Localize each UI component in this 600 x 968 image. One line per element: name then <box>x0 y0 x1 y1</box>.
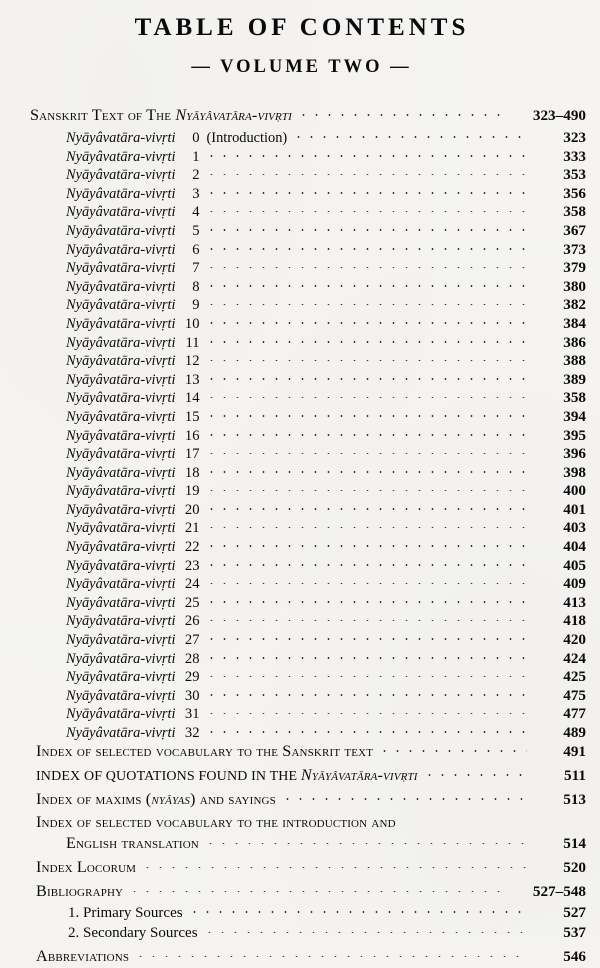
toc-entry-verse[interactable] <box>30 424 586 443</box>
verse-number: 12 <box>184 353 200 370</box>
verse-title: Nyāyâvatāra-vivṛti <box>66 576 176 593</box>
verse-number: 19 <box>184 483 200 500</box>
verse-title: Nyāyâvatāra-vivṛti <box>66 241 176 258</box>
toc-entry-page: 389 <box>563 370 586 388</box>
dot-leader <box>203 921 527 937</box>
bibliography-secondary-text: 2. Secondary Sources <box>68 925 198 942</box>
toc-entry-page: 401 <box>563 500 586 518</box>
toc-entry-page: 382 <box>563 296 586 314</box>
toc-entry-label <box>30 389 200 408</box>
toc-entry-page: 398 <box>563 463 586 481</box>
toc-entry-verse[interactable] <box>30 386 586 405</box>
verse-title: Nyāyâvatāra-vivṛti <box>66 669 176 686</box>
toc-entry-label <box>30 946 129 968</box>
toc-entry-verse[interactable] <box>30 331 586 350</box>
dot-leader <box>205 293 528 309</box>
verse-title: Nyāyâvatāra-vivṛti <box>66 446 176 463</box>
toc-entry-verse[interactable] <box>30 126 586 145</box>
toc-entry-label <box>30 687 200 706</box>
page-title: TABLE OF CONTENTS <box>134 14 470 41</box>
verse-number: 20 <box>184 501 200 518</box>
verse-number: 13 <box>184 371 200 388</box>
toc-entry-verse[interactable] <box>30 665 586 684</box>
dot-leader <box>423 764 527 780</box>
verse-title: Nyāyâvatāra-vivṛti <box>66 148 176 165</box>
index-quotations-prefix: INDEX OF QUOTATIONS FOUND IN THE <box>36 768 301 784</box>
verse-title: Nyāyâvatāra-vivṛti <box>66 427 176 444</box>
verse-number: 14 <box>184 390 200 407</box>
toc-entry-label <box>30 105 292 127</box>
index-vocab-sanskrit-text: Index of selected vocabulary to the Sanskrit text <box>36 741 374 760</box>
toc-entry-page: 358 <box>563 203 586 221</box>
dot-leader <box>205 535 528 551</box>
verse-title: Nyāyâvatāra-vivṛti <box>66 501 176 518</box>
toc-entry-label <box>30 427 200 446</box>
index-maxims-italic-term: nyāya <box>151 789 185 808</box>
verse-number: 22 <box>184 539 200 556</box>
toc-entry-label <box>30 241 200 260</box>
dot-leader <box>205 665 528 681</box>
toc-entry-page: 520 <box>563 859 586 877</box>
verse-number: 17 <box>184 446 200 463</box>
dot-leader <box>205 368 528 384</box>
toc-entry-label <box>30 185 200 204</box>
toc-entry-page: 379 <box>563 259 586 277</box>
toc-entry-label <box>30 519 200 538</box>
toc-entry-label <box>30 371 200 390</box>
dot-leader <box>205 721 528 737</box>
toc-entry-label <box>30 741 373 763</box>
toc-entry-verse[interactable] <box>30 368 586 387</box>
verse-title: Nyāyâvatāra-vivṛti <box>66 297 176 314</box>
dot-leader <box>205 647 528 663</box>
toc-entry-label <box>30 222 200 241</box>
toc-entry-page: 475 <box>563 686 586 704</box>
toc-entry-page: 405 <box>563 556 586 574</box>
toc-entry-index-vocab-intro-line2[interactable] <box>30 832 586 853</box>
toc-entry-page: 537 <box>563 924 586 942</box>
verse-title: Nyāyâvatāra-vivṛti <box>66 353 176 370</box>
index-maxims-italic-suffix: s <box>184 789 190 808</box>
verse-title: Nyāyâvatāra-vivṛti <box>66 371 176 388</box>
toc-entry-label <box>30 575 200 594</box>
bibliography-primary-text: 1. Primary Sources <box>68 904 183 921</box>
verse-number: 21 <box>184 520 200 537</box>
verse-title: Nyāyâvatāra-vivṛti <box>66 315 176 332</box>
toc-entry-page: 418 <box>563 612 586 630</box>
verse-number: 24 <box>184 576 200 593</box>
verse-title: Nyāyâvatāra-vivṛti <box>66 167 176 184</box>
dot-leader <box>205 684 528 700</box>
toc-entry-sanskrit-text[interactable] <box>30 104 586 125</box>
dot-leader <box>205 238 528 254</box>
verse-number: 3 <box>192 185 200 202</box>
toc-entry-verse[interactable] <box>30 200 586 219</box>
verse-title: Nyāyâvatāra-vivṛti <box>66 687 176 704</box>
verse-number: 27 <box>184 632 200 649</box>
verse-title: Nyāyâvatāra-vivṛti <box>66 725 176 742</box>
dot-leader <box>205 275 528 291</box>
verse-title: Nyāyâvatāra-vivṛti <box>66 464 176 481</box>
toc-entry-verse[interactable] <box>30 145 586 164</box>
dot-leader <box>205 461 528 477</box>
dot-leader <box>205 479 528 495</box>
dot-leader <box>205 163 528 179</box>
verse-number: 26 <box>184 613 200 630</box>
toc-entry-page: 373 <box>563 240 586 258</box>
toc-entry-verse[interactable] <box>30 498 586 517</box>
dot-leader <box>205 182 528 198</box>
toc-entry-label <box>30 903 183 924</box>
toc-entry-verse[interactable] <box>30 609 586 628</box>
toc-entry-index-maxims[interactable] <box>30 788 586 809</box>
index-quotations-work-title: Nyāyâvatāra-vivṛti <box>300 765 418 784</box>
dot-leader <box>205 702 528 718</box>
dot-leader <box>205 498 528 514</box>
toc-entry-page: 527 <box>563 903 586 921</box>
dot-leader <box>205 219 528 235</box>
toc-entry-label <box>30 668 200 687</box>
dot-leader <box>205 442 528 458</box>
verse-number: 11 <box>185 334 200 351</box>
toc-entry-page: 425 <box>563 668 586 686</box>
toc-entry-page: 546 <box>563 948 586 966</box>
dot-leader <box>141 856 527 872</box>
toc-entry-bibliography-secondary[interactable] <box>30 921 586 942</box>
toc-entry-page: 384 <box>563 314 586 332</box>
toc-entry-verse[interactable] <box>30 516 586 535</box>
verse-number: 6 <box>192 241 200 258</box>
verse-number: 23 <box>184 557 200 574</box>
toc-entry-verse[interactable] <box>30 442 586 461</box>
toc-entry-page: 400 <box>563 482 586 500</box>
toc-entry-verse[interactable] <box>30 628 586 647</box>
toc-entry-verse[interactable] <box>30 312 586 331</box>
dot-leader <box>205 572 528 588</box>
verse-title: Nyāyâvatāra-vivṛti <box>66 483 176 500</box>
toc-entry-page: 394 <box>563 407 586 425</box>
dot-leader <box>297 104 507 120</box>
toc-entry-page: 409 <box>563 575 586 593</box>
dot-leader <box>205 516 528 532</box>
verse-title: Nyāyâvatāra-vivṛti <box>66 222 176 239</box>
toc-entry-page: 403 <box>563 519 586 537</box>
volume-subtitle: — VOLUME TWO — <box>191 56 412 77</box>
dot-leader <box>205 312 528 328</box>
toc-entry-page: 513 <box>563 790 586 808</box>
dot-leader <box>292 126 527 142</box>
verse-title: Nyāyâvatāra-vivṛti <box>66 260 176 277</box>
verse-number: 4 <box>192 204 200 221</box>
dot-leader <box>378 740 527 756</box>
verse-title: Nyāyâvatāra-vivṛti <box>66 613 176 630</box>
toc-entry-page: 323–490 <box>532 107 586 125</box>
dot-leader <box>128 880 507 896</box>
toc-entry-label <box>30 705 200 724</box>
index-maxims-prefix: Index of maxims ( <box>36 789 152 808</box>
toc-entry-verse[interactable] <box>30 405 586 424</box>
toc-entry-label <box>30 765 418 788</box>
toc-entry-label <box>30 334 200 353</box>
toc-entry-page: 367 <box>563 221 586 239</box>
sanskrit-text-prefix: Sanskrit Text of The <box>30 106 176 125</box>
verse-title: Nyāyâvatāra-vivṛti <box>66 557 176 574</box>
toc-entry-index-locorum[interactable] <box>30 856 586 877</box>
toc-entry-verse[interactable] <box>30 461 586 480</box>
toc-entry-verse[interactable] <box>30 721 586 740</box>
toc-entry-bibliography-primary[interactable] <box>30 901 586 922</box>
toc-entry-index-vocab-sanskrit[interactable] <box>30 740 586 761</box>
toc-entry-page: 323 <box>563 129 586 147</box>
toc-entry-label <box>30 259 200 278</box>
index-maxims-suffix: ) and sayings <box>189 789 276 808</box>
index-vocab-intro-line1: Index of selected vocabulary to the introduction and <box>36 812 396 831</box>
verse-number: 1 <box>192 148 200 165</box>
toc-entry-verse[interactable] <box>30 535 586 554</box>
toc-entry-verse[interactable] <box>30 572 586 591</box>
dot-leader <box>205 628 528 644</box>
toc-entry-page: 413 <box>563 593 586 611</box>
toc-entry-label <box>30 408 200 427</box>
toc-entry-label <box>30 352 200 371</box>
toc-entry-page: 511 <box>564 766 586 784</box>
toc-entry-verse[interactable] <box>30 479 586 498</box>
verse-number: 9 <box>192 297 200 314</box>
toc-entry-page: 395 <box>563 426 586 444</box>
toc-entry-verse[interactable] <box>30 591 586 610</box>
toc-entry-page: 527–548 <box>532 883 586 901</box>
toc-entry-label <box>30 148 200 167</box>
dot-leader <box>134 945 527 961</box>
dot-leader <box>205 331 528 347</box>
toc-entry-index-quotations[interactable] <box>30 764 586 785</box>
verse-note: (Introduction) <box>206 130 288 147</box>
verse-title: Nyāyâvatāra-vivṛti <box>66 390 176 407</box>
sanskrit-text-work-title: Nyāyâvatāra-vivṛti <box>175 106 292 125</box>
toc-entry-verse[interactable] <box>30 702 586 721</box>
verse-number: 8 <box>192 278 200 295</box>
dot-leader <box>205 349 528 365</box>
toc-list <box>0 78 600 966</box>
toc-entry-label <box>30 445 200 464</box>
verse-number: 0 <box>192 130 200 147</box>
toc-entry-verse[interactable] <box>30 647 586 666</box>
toc-entry-label <box>30 166 200 185</box>
verse-number: 32 <box>184 725 200 742</box>
verse-title: Nyāyâvatāra-vivṛti <box>66 650 176 667</box>
verse-number: 31 <box>184 706 200 723</box>
verse-title: Nyāyâvatāra-vivṛti <box>66 130 176 147</box>
toc-entry-page: 514 <box>563 835 586 853</box>
verse-title: Nyāyâvatāra-vivṛti <box>66 334 176 351</box>
toc-entry-label <box>30 594 200 613</box>
dot-leader <box>205 200 528 216</box>
dot-leader <box>205 386 528 402</box>
toc-entry-page: 356 <box>563 184 586 202</box>
verse-title: Nyāyâvatāra-vivṛti <box>66 632 176 649</box>
toc-entry-abbreviations[interactable] <box>30 945 586 966</box>
verse-list <box>30 126 586 740</box>
toc-entry-label <box>30 650 200 669</box>
toc-entry-page: 388 <box>563 352 586 370</box>
toc-entry-verse[interactable] <box>30 275 586 294</box>
toc-entry-label <box>30 501 200 520</box>
toc-entry-page: 424 <box>563 649 586 667</box>
dot-leader <box>204 832 527 848</box>
verse-number: 10 <box>184 315 200 332</box>
toc-entry-verse[interactable] <box>30 163 586 182</box>
dot-leader <box>281 788 527 804</box>
toc-entry-label <box>30 278 200 297</box>
verse-number: 7 <box>192 260 200 277</box>
dot-leader <box>205 591 528 607</box>
toc-entry-label <box>30 923 198 944</box>
toc-entry-verse[interactable] <box>30 293 586 312</box>
toc-entry-label <box>30 482 200 501</box>
toc-entry-label <box>30 612 200 631</box>
verse-title: Nyāyâvatāra-vivṛti <box>66 408 176 425</box>
toc-entry-verse[interactable] <box>30 238 586 257</box>
toc-entry-label <box>30 315 200 334</box>
toc-entry-label <box>30 631 200 650</box>
toc-entry-page: 477 <box>563 705 586 723</box>
toc-entry-label <box>30 789 276 811</box>
toc-entry-verse[interactable] <box>30 256 586 275</box>
dot-leader <box>188 901 527 917</box>
verse-number: 28 <box>184 650 200 667</box>
toc-entry-page: 491 <box>563 742 586 760</box>
toc-entry-label <box>30 538 200 557</box>
dot-leader <box>205 405 528 421</box>
dot-leader <box>205 145 528 161</box>
toc-entry-verse[interactable] <box>30 554 586 573</box>
dot-leader <box>205 554 528 570</box>
toc-entry-page: 380 <box>563 277 586 295</box>
toc-entry-page: 396 <box>563 445 586 463</box>
toc-entry-page: 386 <box>563 333 586 351</box>
toc-entry-label <box>30 464 200 483</box>
toc-entry-page: 404 <box>563 538 586 556</box>
verse-number: 30 <box>184 687 200 704</box>
verse-title: Nyāyâvatāra-vivṛti <box>66 185 176 202</box>
verse-title: Nyāyâvatāra-vivṛti <box>66 706 176 723</box>
verse-number: 16 <box>184 427 200 444</box>
verse-number: 29 <box>184 669 200 686</box>
verse-number: 2 <box>192 167 200 184</box>
toc-entry-verse[interactable] <box>30 349 586 368</box>
dot-leader <box>205 256 528 272</box>
abbreviations-text: Abbreviations <box>36 947 130 966</box>
toc-entry-label <box>30 881 123 903</box>
verse-number: 5 <box>192 222 200 239</box>
verse-title: Nyāyâvatāra-vivṛti <box>66 539 176 556</box>
toc-entry-verse[interactable] <box>30 219 586 238</box>
toc-entry-page: 420 <box>563 631 586 649</box>
toc-entry-label <box>30 857 136 879</box>
verse-title: Nyāyâvatāra-vivṛti <box>66 278 176 295</box>
index-vocab-intro-line2: English translation <box>66 834 199 853</box>
toc-entry-page: 333 <box>563 147 586 165</box>
verse-title: Nyāyâvatāra-vivṛti <box>66 594 176 611</box>
toc-entry-bibliography[interactable] <box>30 880 586 901</box>
verse-number: 15 <box>184 408 200 425</box>
dot-leader <box>205 609 528 625</box>
verse-title: Nyāyâvatāra-vivṛti <box>66 204 176 221</box>
bibliography-text: Bibliography <box>36 882 124 901</box>
toc-entry-page: 358 <box>563 389 586 407</box>
verse-title: Nyāyâvatāra-vivṛti <box>66 520 176 537</box>
toc-entry-label <box>30 812 396 834</box>
index-locorum-text: Index Locorum <box>36 858 137 877</box>
toc-entry-label <box>30 296 200 315</box>
verse-number: 18 <box>184 464 200 481</box>
toc-entry-label <box>30 833 199 855</box>
dot-leader <box>205 424 528 440</box>
toc-entry-verse[interactable] <box>30 182 586 201</box>
toc-entry-verse[interactable] <box>30 684 586 703</box>
toc-entry-label <box>30 203 200 222</box>
verse-number: 25 <box>184 594 200 611</box>
toc-entry-page: 353 <box>563 166 586 184</box>
toc-entry-index-vocab-intro-line1[interactable] <box>30 812 586 833</box>
toc-entry-label <box>30 557 200 576</box>
toc-entry-page: 489 <box>563 724 586 742</box>
